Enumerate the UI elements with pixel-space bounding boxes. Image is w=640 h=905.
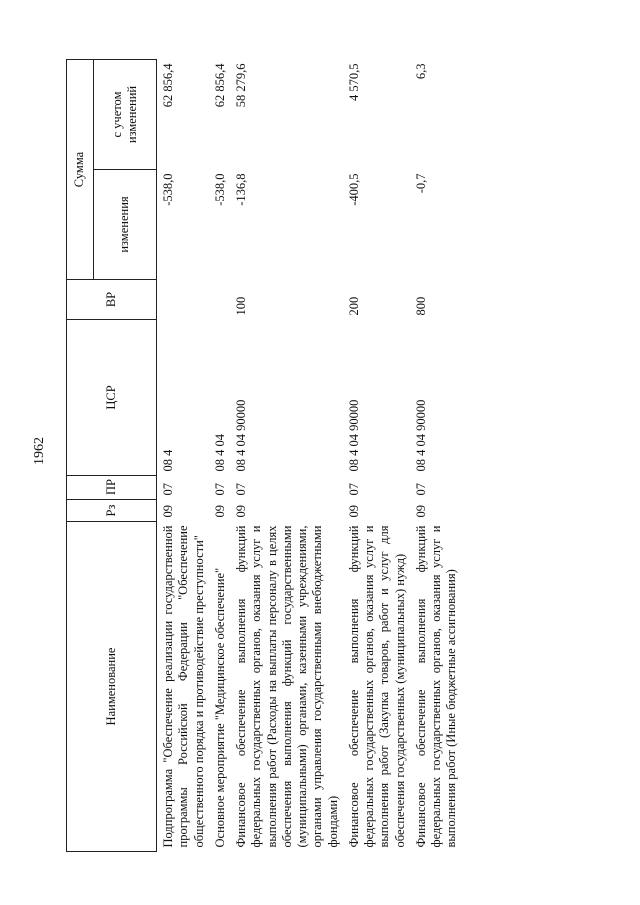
- row-change: -400,5: [346, 173, 361, 206]
- row-pr: 07: [161, 483, 175, 496]
- header-total: с учетом изменений: [94, 60, 157, 170]
- row-vr: [157, 280, 209, 320]
- row-name: Финансовое обеспечение выполнения функций федеральных государственных органов, оказания услуг и выполнения работ (Расходы на выплаты персоналу в целях обеспечения выполнения функций государственными (муниципальными) органами, казенными учреждениями, органами управления государственными внебюджетными фондами): [234, 525, 340, 848]
- header-vr: ВР: [67, 280, 157, 320]
- row-change: -0,7: [413, 173, 428, 194]
- row-total: 6,3: [413, 63, 428, 80]
- header-pr: ПР: [67, 476, 157, 500]
- row-pr: 07: [234, 483, 248, 496]
- page-number: 1962: [32, 437, 47, 465]
- row-total: 62 856,4: [212, 63, 227, 108]
- row-change: -538,0: [161, 173, 175, 206]
- row-rz: 09: [346, 505, 361, 518]
- row-name: Финансовое обеспечение выполнения функций федеральных государственных органов, оказания услуг и выполнения работ (Иные бюджетные ассигнования): [413, 525, 459, 848]
- row-csr: 08 4: [161, 449, 175, 472]
- table-row: [230, 60, 343, 852]
- row-name: Финансовое обеспечение выполнения функций федеральных государственных органов, оказания услуг и выполнения работ (Закупка товаров, работ и услуг для обеспечения государственных (муниципальных) нужд): [346, 525, 407, 848]
- table-row: [410, 60, 462, 852]
- header-rz: Рз: [67, 500, 157, 522]
- row-total: 58 279,6: [234, 63, 248, 108]
- table-row: [343, 60, 410, 852]
- row-pr: 07: [413, 483, 428, 496]
- rotated-page: [66, 60, 616, 852]
- table-row: [157, 60, 209, 852]
- row-total: 4 570,5: [346, 63, 361, 101]
- row-total: 62 856,4: [161, 63, 175, 108]
- budget-table: [66, 59, 462, 852]
- row-name: Основное мероприятие "Медицинское обеспечение": [212, 567, 227, 848]
- header-sum: Сумма: [67, 60, 94, 280]
- row-csr: 08 4 04 90000: [346, 399, 361, 472]
- row-rz: 09: [234, 505, 248, 518]
- row-csr: 08 4 04 90000: [234, 399, 248, 472]
- row-csr: 08 4 04 90000: [413, 399, 428, 472]
- row-rz: 09: [212, 505, 227, 518]
- row-change: -136,8: [234, 173, 248, 206]
- row-rz: 09: [413, 505, 428, 518]
- row-rz: 09: [161, 505, 175, 518]
- row-vr: 800: [413, 296, 428, 316]
- row-name: Подпрограмма "Обеспечение реализации государственной программы Российской Федерации "Обеспечение общественного порядка и противодействие преступности": [161, 525, 206, 848]
- table-row: [209, 60, 230, 852]
- header-csr: ЦСР: [67, 320, 157, 476]
- row-change: -538,0: [212, 173, 227, 206]
- header-change: изменения: [94, 170, 157, 280]
- row-vr: 200: [346, 296, 361, 316]
- row-vr: 100: [234, 296, 248, 316]
- row-pr: 07: [346, 483, 361, 496]
- header-name: Наименование: [67, 522, 157, 852]
- row-csr: 08 4 04: [212, 434, 227, 472]
- row-pr: 07: [212, 483, 227, 496]
- row-vr: [209, 280, 230, 320]
